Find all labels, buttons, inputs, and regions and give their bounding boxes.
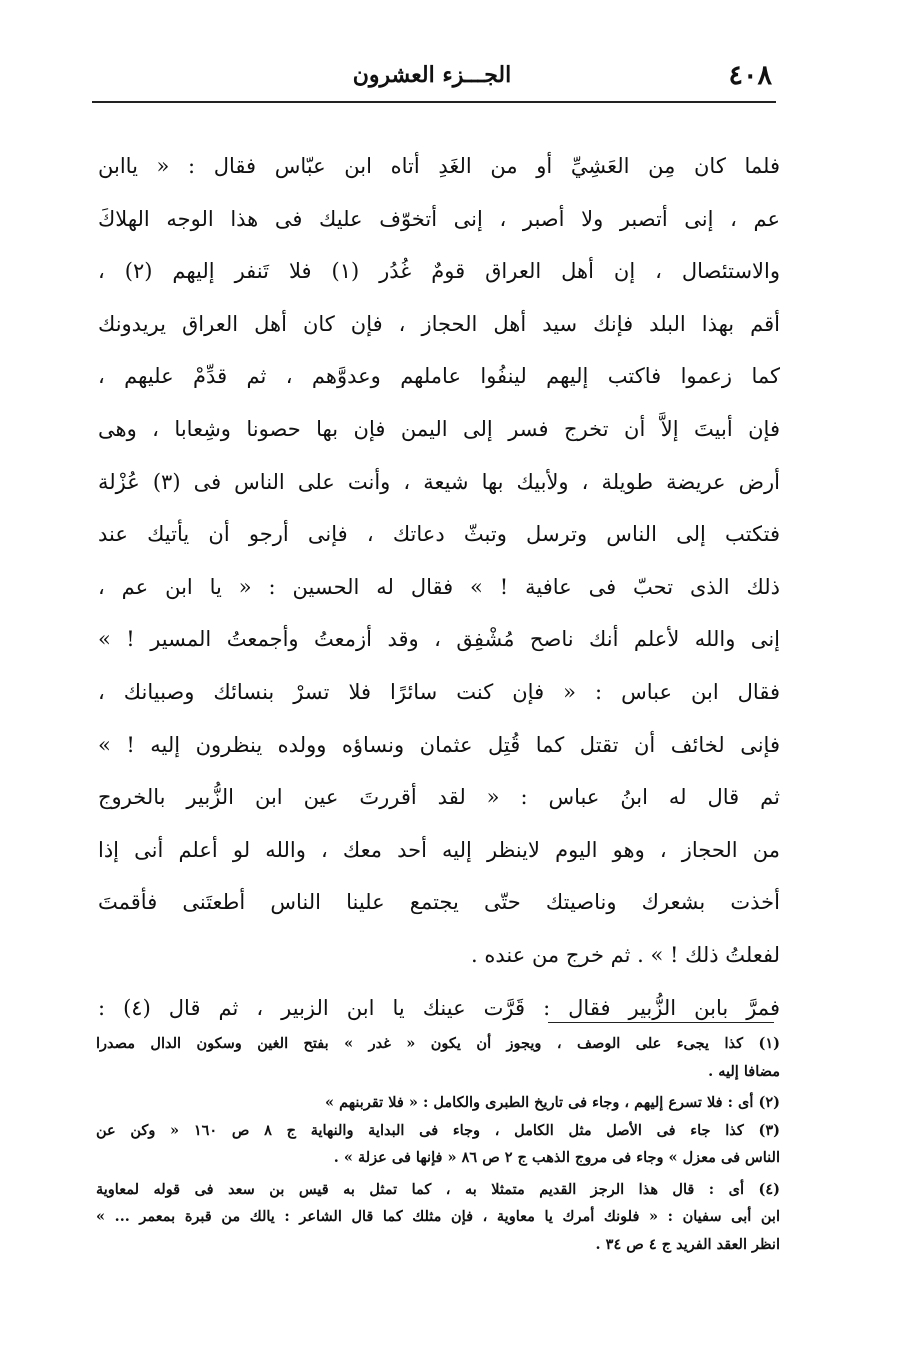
- footnote-line: الناس فى معزل » وجاء فى مروج الذهب ج ٢ ص ٨٦ « فإنها فى عزلة » .: [333, 1149, 780, 1166]
- text-line: فإنى لخائف أن تقتل كما قُتِل عثمان ونساؤه وولده ينظرون إليه ! »: [98, 732, 780, 757]
- running-title: الجـــزء العشرون: [352, 62, 512, 88]
- text-line: من الحجاز ، وهو اليوم لاينظر إليه أحد معك ، والله لو أعلم أنى إذا: [98, 837, 780, 862]
- footnotes: [96, 1030, 780, 1258]
- text-line: فإن أبيتَ إلاَّ أن تخرج فسر إلى اليمن فإن بها حصونا وشِعابا ، وهى: [98, 416, 780, 441]
- text-line: إنى والله لأعلم أنك ناصح مُشْفِق ، وقد أزمعتُ وأجمعتُ المسير ! »: [98, 627, 780, 652]
- text-line: فمرَّ بابن الزُّبير فقال : قَرَّت عينك يا ابن الزبير ، ثم قال (٤) :: [98, 995, 780, 1020]
- footnote-line: ابن أبى سفيان : « فلونك أمرك يا معاوية ، فإن مثلك كما قال الشاعر : يالك من قبرة بمعمر ... »: [96, 1208, 780, 1225]
- header-rule: [92, 101, 776, 103]
- page-header: [92, 58, 772, 98]
- text-line: أقم بهذا البلد فإنك سيد أهل الحجاز ، فإن كان أهل العراق يريدونك: [98, 311, 780, 336]
- text-line: ثم قال له ابنُ عباس : « لقد أقررتَ عين ابن الزُّبير بالخروج: [98, 785, 780, 810]
- footnote-line: (١) كذا يجىء على الوصف ، ويجوز أن يكون « غدر » بفتح الغين وسكون الدال مصدرا: [96, 1035, 780, 1052]
- text-line: فلما كان مِن العَشِيِّ أو من الغَدِ أتاه ابن عبّاس فقال : « ياابن: [98, 154, 780, 178]
- page-number: ٤٠٨: [728, 60, 772, 91]
- text-line: ذلك الذى تحبّ فى عافية ! » فقال له الحسين : « يا ابن عم ،: [98, 574, 780, 599]
- text-line: أخذت بشعرك وناصيتك حتّى يجتمع علينا الناس أطعتَنى فأقمتَ: [98, 890, 780, 915]
- text-line: فقال ابن عباس : « فإن كنت سائرًا فلا تسرْ بنسائك وصبيانك ،: [98, 679, 780, 704]
- footnote-line: (٤) أى : قال هذا الرجز القديم متمثلا به ، كما تمثل به قيس بن سعد فى قوله لمعاوية: [96, 1180, 780, 1198]
- text-line: والاستئصال ، إن أهل العراق قومٌ غُدُر (١) فلا تَنفر إليهم (٢) ،: [98, 259, 780, 284]
- footnote-rule: [548, 1022, 774, 1023]
- text-line: لفعلتُ ذلك ! » . ثم خرج من عنده .: [471, 942, 780, 967]
- footnote-line: (٢) أى : فلا تسرع إليهم ، وجاء فى تاريخ الطبرى والكامل : « فلا تقربنهم »: [324, 1094, 780, 1111]
- text-line: أرض عريضة طويلة ، ولأبيك بها شيعة ، وأنت على الناس فى (٣) عُزْلة: [98, 469, 780, 494]
- main-text: [98, 140, 780, 1034]
- text-line: عم ، إنى أتصبر ولا أصبر ، إنى أتخوّف عليك فى هذا الوجه الهلاكَ: [98, 206, 780, 231]
- text-line: كما زعموا فاكتب إليهم لينفُوا عاملهم وعدوَّهم ، ثم قدِّمْ عليهم ،: [98, 364, 780, 389]
- text-line: فتكتب إلى الناس وترسل وتبثّ دعاتك ، فإنى أرجو أن يأتيك عند: [98, 522, 780, 547]
- footnote-line: (٣) كذا جاء فى الأصل مثل الكامل ، وجاء فى البداية والنهاية ج ٨ ص ١٦٠ « وكن عن: [96, 1121, 780, 1139]
- footnote-line: مضافا إليه .: [708, 1062, 780, 1080]
- footnote-line: انظر العقد الفريد ج ٤ ص ٣٤ .: [595, 1235, 780, 1253]
